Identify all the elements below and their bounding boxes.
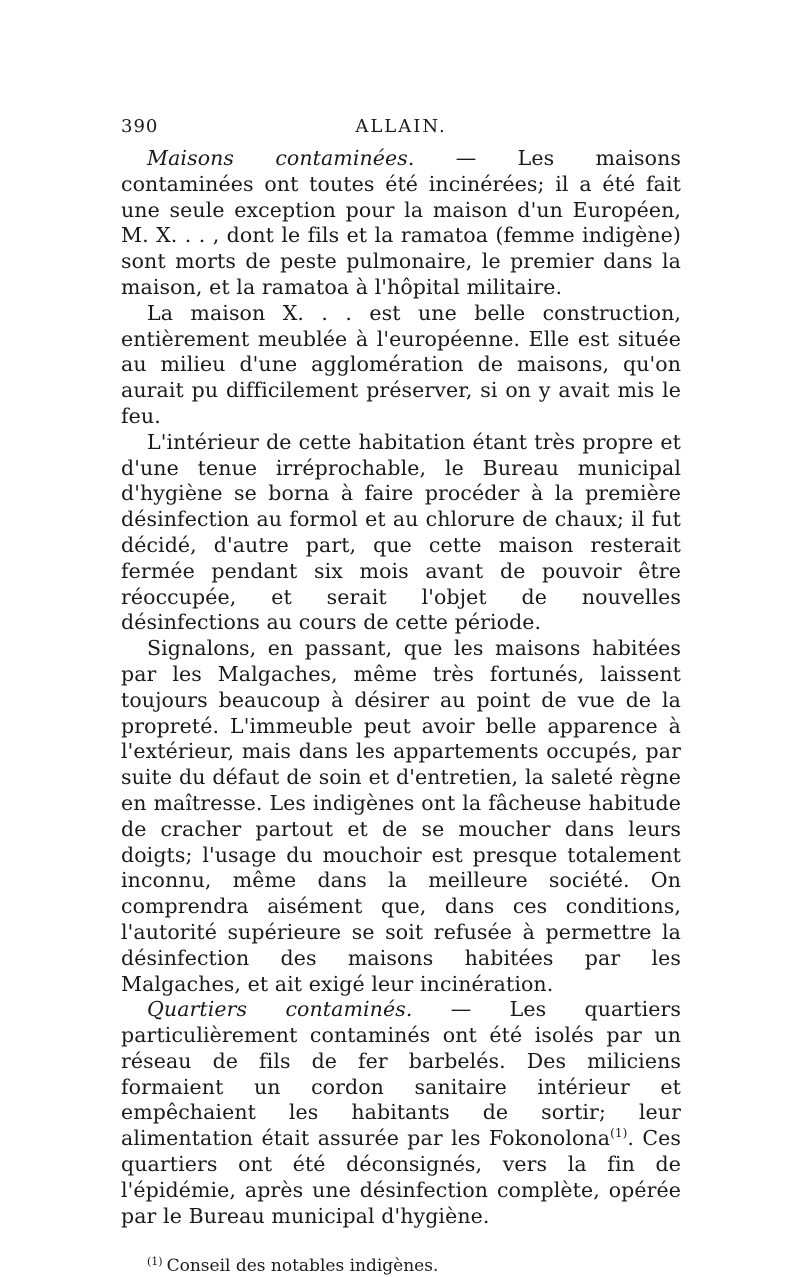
paragraph-signalons xyxy=(121,636,681,997)
section-lead-quartiers: Quartiers contaminés. xyxy=(147,997,413,1022)
footnote-text: Conseil des notables indigènes. xyxy=(166,1256,439,1277)
paragraph-text: — Les quartiers particulièrement contaminés ont été isolés par un réseau de fils de fer barbelés. Des miliciens formaient un cordon sanitaire intérieur et empêchaient les habitants de sortir; leur alimentation était assurée par les Fokonolona xyxy=(121,997,681,1151)
running-title: ALLAIN. xyxy=(355,116,447,137)
book-page xyxy=(121,116,681,1277)
paragraph-interieur xyxy=(121,430,681,636)
footnote-mark: (1) xyxy=(147,1255,163,1269)
paragraph-text: — Les maisons contaminées ont toutes été incinérées; il a été fait une seule exception pour la maison d'un Européen, M. X. . . , dont le fils et la ramatoa (femme indigène) sont morts de peste pulmonaire, le premier dans la maison, et la ramatoa à l'hôpital militaire. xyxy=(121,146,681,299)
paragraph-text: La maison X. . . est une belle construction, entièrement meublée à l'européenne. Elle est située au milieu d'une agglomération de maisons, qu'on aurait pu difficilement préserver, si on y avait mis le feu. xyxy=(121,300,681,428)
paragraph-quartiers-contamines xyxy=(121,997,681,1229)
body-text xyxy=(121,146,681,1229)
page-header xyxy=(121,116,681,146)
paragraph-maisons-contaminees xyxy=(121,146,681,301)
paragraph-text: Signalons, en passant, que les maisons habitées par les Malgaches, même très fortunés, laissent toujours beaucoup à désirer au point de vue de la propreté. L'immeuble peut avoir belle apparence à l'extérieur, mais dans les appartements occupés, par suite du défaut de soin et d'entretien, la saleté règne en maîtresse. Les indigènes ont la fâcheuse habitude de cracher partout et de se moucher dans leurs doigts; l'usage du mouchoir est presque totalement inconnu, même dans la meilleure société. On comprendra aisément que, dans ces conditions, l'autorité supérieure se soit refusée à permettre la désinfection des maisons habitées par les Malgaches, et ait exigé leur incinération. xyxy=(121,636,681,996)
footnote-reference: (1) xyxy=(610,1126,628,1141)
page-number: 390 xyxy=(121,116,159,137)
paragraph-text-continued: . Ces quartiers ont été déconsignés, vers la fin de l'épidémie, après une désinfection complète, opérée par le Bureau municipal d'hygiène. xyxy=(121,1126,681,1228)
section-lead-maisons: Maisons contaminées. xyxy=(147,146,415,170)
paragraph-text: L'intérieur de cette habitation étant très propre et d'une tenue irréprochable, le Bureau municipal d'hygiène se borna à faire procéder à la première désinfection au formol et au chlorure de chaux; il fut décidé, d'autre part, que cette maison resterait fermée pendant six mois avant de pouvoir être réoccupée, et serait l'objet de nouvelles désinfections au cours de cette période. xyxy=(121,429,681,635)
paragraph-maison-x xyxy=(121,301,681,430)
footnote xyxy=(121,1251,681,1277)
